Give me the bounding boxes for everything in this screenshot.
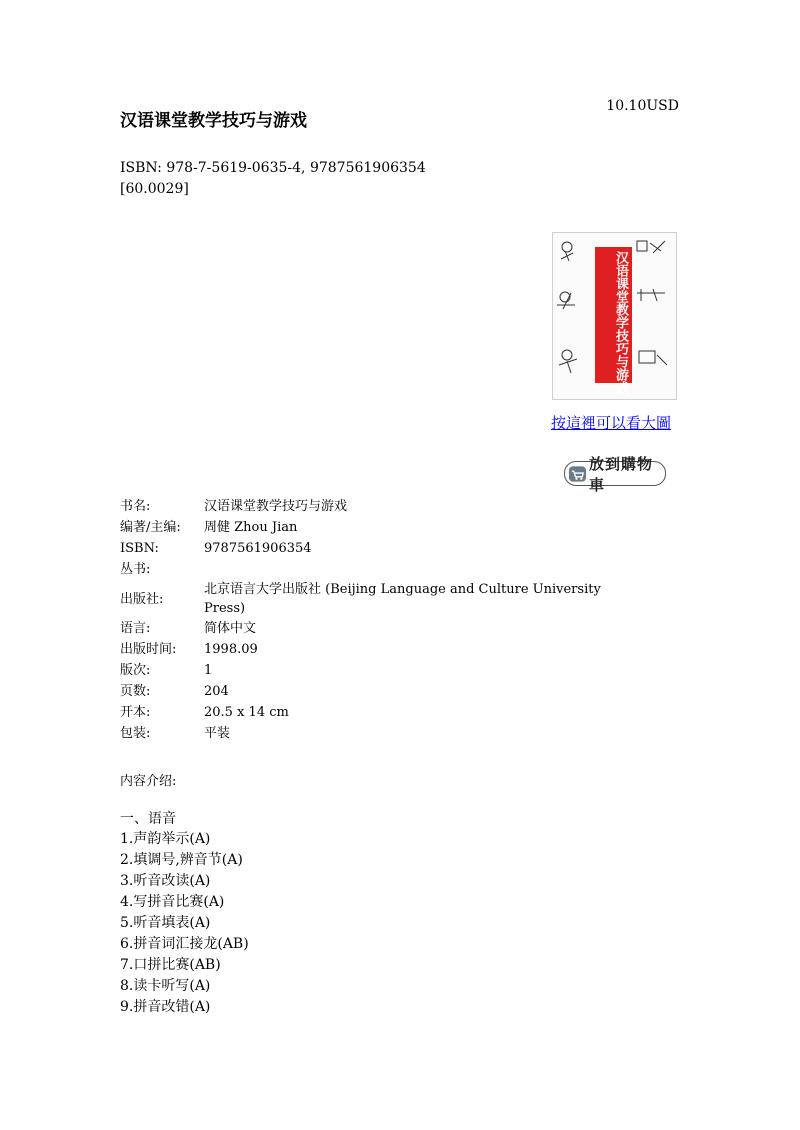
detail-value: 简体中文	[204, 621, 257, 636]
detail-value: 20.5 x 14 cm	[204, 705, 289, 720]
detail-row-title	[118, 496, 604, 517]
book-cover-image[interactable]	[552, 232, 677, 400]
list-item: 6.拼音词汇接龙(AB)	[120, 936, 249, 952]
detail-label: 包装:	[120, 726, 151, 741]
detail-label: 丛书:	[120, 562, 151, 577]
detail-label: 书名:	[120, 499, 151, 514]
add-to-cart-label: 放到購物車	[589, 454, 654, 494]
list-item: 1.声韵举示(A)	[120, 831, 211, 847]
detail-row-edition	[118, 660, 604, 681]
detail-row-language	[118, 618, 604, 639]
add-to-cart-button[interactable]	[564, 454, 666, 494]
detail-label: 版次:	[120, 663, 151, 678]
detail-label: ISBN:	[120, 541, 159, 556]
detail-label: 语言:	[120, 621, 151, 636]
detail-value: 汉语课堂教学技巧与游戏	[204, 499, 348, 514]
detail-row-publisher	[118, 580, 604, 618]
detail-label: 页数:	[120, 684, 151, 699]
detail-row-series	[118, 559, 604, 580]
detail-row-size	[118, 702, 604, 723]
list-item: 9.拼音改错(A)	[120, 999, 211, 1015]
list-item: 2.填调号,辨音节(A)	[120, 852, 243, 868]
detail-row-binding	[118, 723, 604, 744]
list-item: 7.口拼比赛(AB)	[120, 957, 221, 973]
list-item: 4.写拼音比赛(A)	[120, 894, 225, 910]
list-item: 3.听音改读(A)	[120, 873, 211, 889]
detail-value: 周健 Zhou Jian	[204, 520, 298, 535]
detail-value: 9787561906354	[204, 541, 312, 556]
detail-label: 出版时间:	[120, 642, 177, 657]
price: 10.10USD	[606, 98, 679, 114]
enlarge-image-link[interactable]: 按這裡可以看大圖	[551, 414, 672, 432]
catalog-code: [60.0029]	[120, 181, 189, 197]
detail-label: 出版社:	[120, 591, 164, 607]
contents-label: 内容介绍:	[120, 774, 177, 789]
shopping-cart-icon	[568, 465, 587, 483]
cover-title: 汉语课堂教学技巧与游戏	[613, 251, 628, 394]
list-item: 5.听音填表(A)	[120, 915, 211, 931]
contents-list	[120, 829, 249, 1018]
contents-section-heading: 一、语音	[120, 811, 176, 827]
detail-value: 1998.09	[204, 642, 258, 657]
detail-label: 编著/主编:	[120, 520, 181, 535]
detail-value: 平装	[204, 726, 231, 741]
detail-value	[202, 559, 604, 580]
isbn-line: ISBN: 978-7-5619-0635-4, 9787561906354	[120, 160, 426, 176]
detail-value: 1	[204, 663, 213, 678]
book-details-table	[118, 496, 604, 744]
detail-value: 北京语言大学出版社 (Beijing Language and Culture University Press)	[204, 582, 601, 616]
book-title: 汉语课堂教学技巧与游戏	[120, 111, 307, 131]
detail-row-pages	[118, 681, 604, 702]
detail-row-author	[118, 517, 604, 538]
detail-value: 204	[204, 684, 229, 699]
detail-label: 开本:	[120, 705, 151, 720]
list-item: 8.读卡听写(A)	[120, 978, 211, 994]
detail-row-isbn	[118, 538, 604, 559]
detail-row-pubdate	[118, 639, 604, 660]
